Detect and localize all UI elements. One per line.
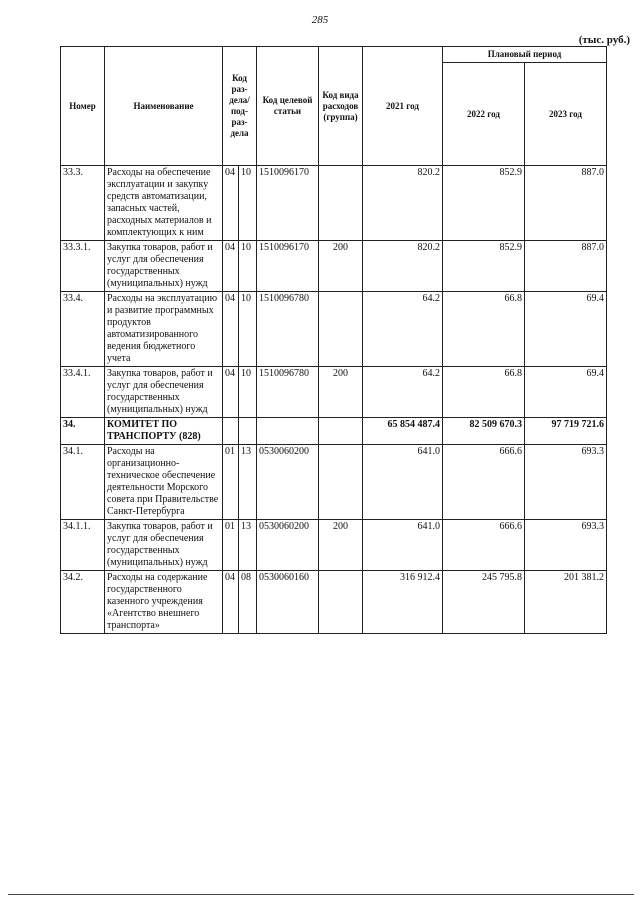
- row-target-code: [257, 418, 319, 445]
- row-number: 33.3.1.: [61, 241, 105, 292]
- row-expense-type-code: [319, 445, 363, 520]
- row-number: 33.4.: [61, 292, 105, 367]
- row-amount-2023: 693.3: [525, 445, 607, 520]
- row-amount-2023: 201 381.2: [525, 571, 607, 634]
- row-target-code: 1510096780: [257, 292, 319, 367]
- row-number: 34.1.1.: [61, 520, 105, 571]
- row-target-code: 1510096170: [257, 166, 319, 241]
- row-amount-2023: 693.3: [525, 520, 607, 571]
- row-amount-2022: 82 509 670.3: [443, 418, 525, 445]
- header-2022: 2022 год: [443, 63, 525, 166]
- row-amount-2023: 887.0: [525, 241, 607, 292]
- row-target-code: 0530060200: [257, 520, 319, 571]
- row-name: КОМИТЕТ ПО ТРАНСПОРТУ (828): [105, 418, 223, 445]
- row-amount-2021: 64.2: [363, 367, 443, 418]
- header-name: Наименование: [105, 47, 223, 166]
- row-section-code: 04: [223, 571, 239, 634]
- row-expense-type-code: [319, 166, 363, 241]
- row-amount-2021: 820.2: [363, 166, 443, 241]
- row-name: Расходы на обеспечение эксплуатации и закупку средств автоматизации, запасных частей, расходных материалов и комплектующих к ним: [105, 166, 223, 241]
- table-row: [61, 445, 607, 520]
- row-target-code: 0530060160: [257, 571, 319, 634]
- row-section-code: 04: [223, 367, 239, 418]
- row-name: Расходы на эксплуатацию и развитие программных продуктов автоматизированного ведения бюджетного учета: [105, 292, 223, 367]
- row-subsection-code: 08: [239, 571, 257, 634]
- budget-table: [60, 46, 607, 634]
- row-amount-2023: 97 719 721.6: [525, 418, 607, 445]
- row-amount-2022: 66.8: [443, 367, 525, 418]
- row-subsection-code: 10: [239, 241, 257, 292]
- row-amount-2022: 66.8: [443, 292, 525, 367]
- row-amount-2021: 820.2: [363, 241, 443, 292]
- row-amount-2022: 666.6: [443, 520, 525, 571]
- row-section-code: 04: [223, 292, 239, 367]
- table-row: [61, 520, 607, 571]
- row-expense-type-code: [319, 292, 363, 367]
- row-subsection-code: 10: [239, 166, 257, 241]
- row-name: Расходы на содержание государственного казенного учреждения «Агентство внешнего транспорта»: [105, 571, 223, 634]
- header-target: Код целевой статьи: [257, 47, 319, 166]
- table-row: [61, 367, 607, 418]
- row-amount-2022: 852.9: [443, 241, 525, 292]
- row-amount-2023: 69.4: [525, 367, 607, 418]
- row-name: Закупка товаров, работ и услуг для обеспечения государственных (муниципальных) нужд: [105, 241, 223, 292]
- header-2021: 2021 год: [363, 47, 443, 166]
- row-subsection-code: 13: [239, 445, 257, 520]
- row-subsection-code: 13: [239, 520, 257, 571]
- row-target-code: 1510096170: [257, 241, 319, 292]
- header-section: Код раз-дела/ под-раз-дела: [223, 47, 257, 166]
- table-body: [61, 166, 607, 634]
- units-label: (тыс. руб.): [578, 34, 630, 46]
- row-section-code: 04: [223, 166, 239, 241]
- row-name: Расходы на организационно-техническое обеспечение деятельности Морского совета при Правительстве Санкт-Петербурга: [105, 445, 223, 520]
- row-expense-type-code: [319, 418, 363, 445]
- row-section-code: 04: [223, 241, 239, 292]
- row-name: Закупка товаров, работ и услуг для обеспечения государственных (муниципальных) нужд: [105, 520, 223, 571]
- row-number: 34.2.: [61, 571, 105, 634]
- page-number: 285: [311, 14, 329, 26]
- header-2023: 2023 год: [525, 63, 607, 166]
- header-planned-period: Плановый период: [443, 47, 607, 63]
- row-name: Закупка товаров, работ и услуг для обеспечения государственных (муниципальных) нужд: [105, 367, 223, 418]
- row-amount-2021: 65 854 487.4: [363, 418, 443, 445]
- table-row: [61, 418, 607, 445]
- row-subsection-code: 10: [239, 367, 257, 418]
- row-target-code: 0530060200: [257, 445, 319, 520]
- row-section-code: [223, 418, 239, 445]
- row-expense-type-code: 200: [319, 367, 363, 418]
- row-expense-type-code: [319, 571, 363, 634]
- row-subsection-code: 10: [239, 292, 257, 367]
- header-number: Номер: [61, 47, 105, 166]
- row-amount-2022: 245 795.8: [443, 571, 525, 634]
- row-amount-2021: 316 912.4: [363, 571, 443, 634]
- row-target-code: 1510096780: [257, 367, 319, 418]
- row-number: 34.: [61, 418, 105, 445]
- row-amount-2022: 852.9: [443, 166, 525, 241]
- row-amount-2022: 666.6: [443, 445, 525, 520]
- row-expense-type-code: 200: [319, 520, 363, 571]
- table-row: [61, 241, 607, 292]
- row-amount-2021: 641.0: [363, 520, 443, 571]
- header-expense-type: Код вида расходов (группа): [319, 47, 363, 166]
- row-number: 33.3.: [61, 166, 105, 241]
- table-row: [61, 292, 607, 367]
- row-section-code: 01: [223, 445, 239, 520]
- row-amount-2021: 641.0: [363, 445, 443, 520]
- bottom-rule: [8, 894, 634, 895]
- row-expense-type-code: 200: [319, 241, 363, 292]
- row-section-code: 01: [223, 520, 239, 571]
- row-amount-2023: 887.0: [525, 166, 607, 241]
- row-number: 34.1.: [61, 445, 105, 520]
- row-amount-2023: 69.4: [525, 292, 607, 367]
- row-amount-2021: 64.2: [363, 292, 443, 367]
- table-row: [61, 571, 607, 634]
- row-number: 33.4.1.: [61, 367, 105, 418]
- row-subsection-code: [239, 418, 257, 445]
- table-row: [61, 166, 607, 241]
